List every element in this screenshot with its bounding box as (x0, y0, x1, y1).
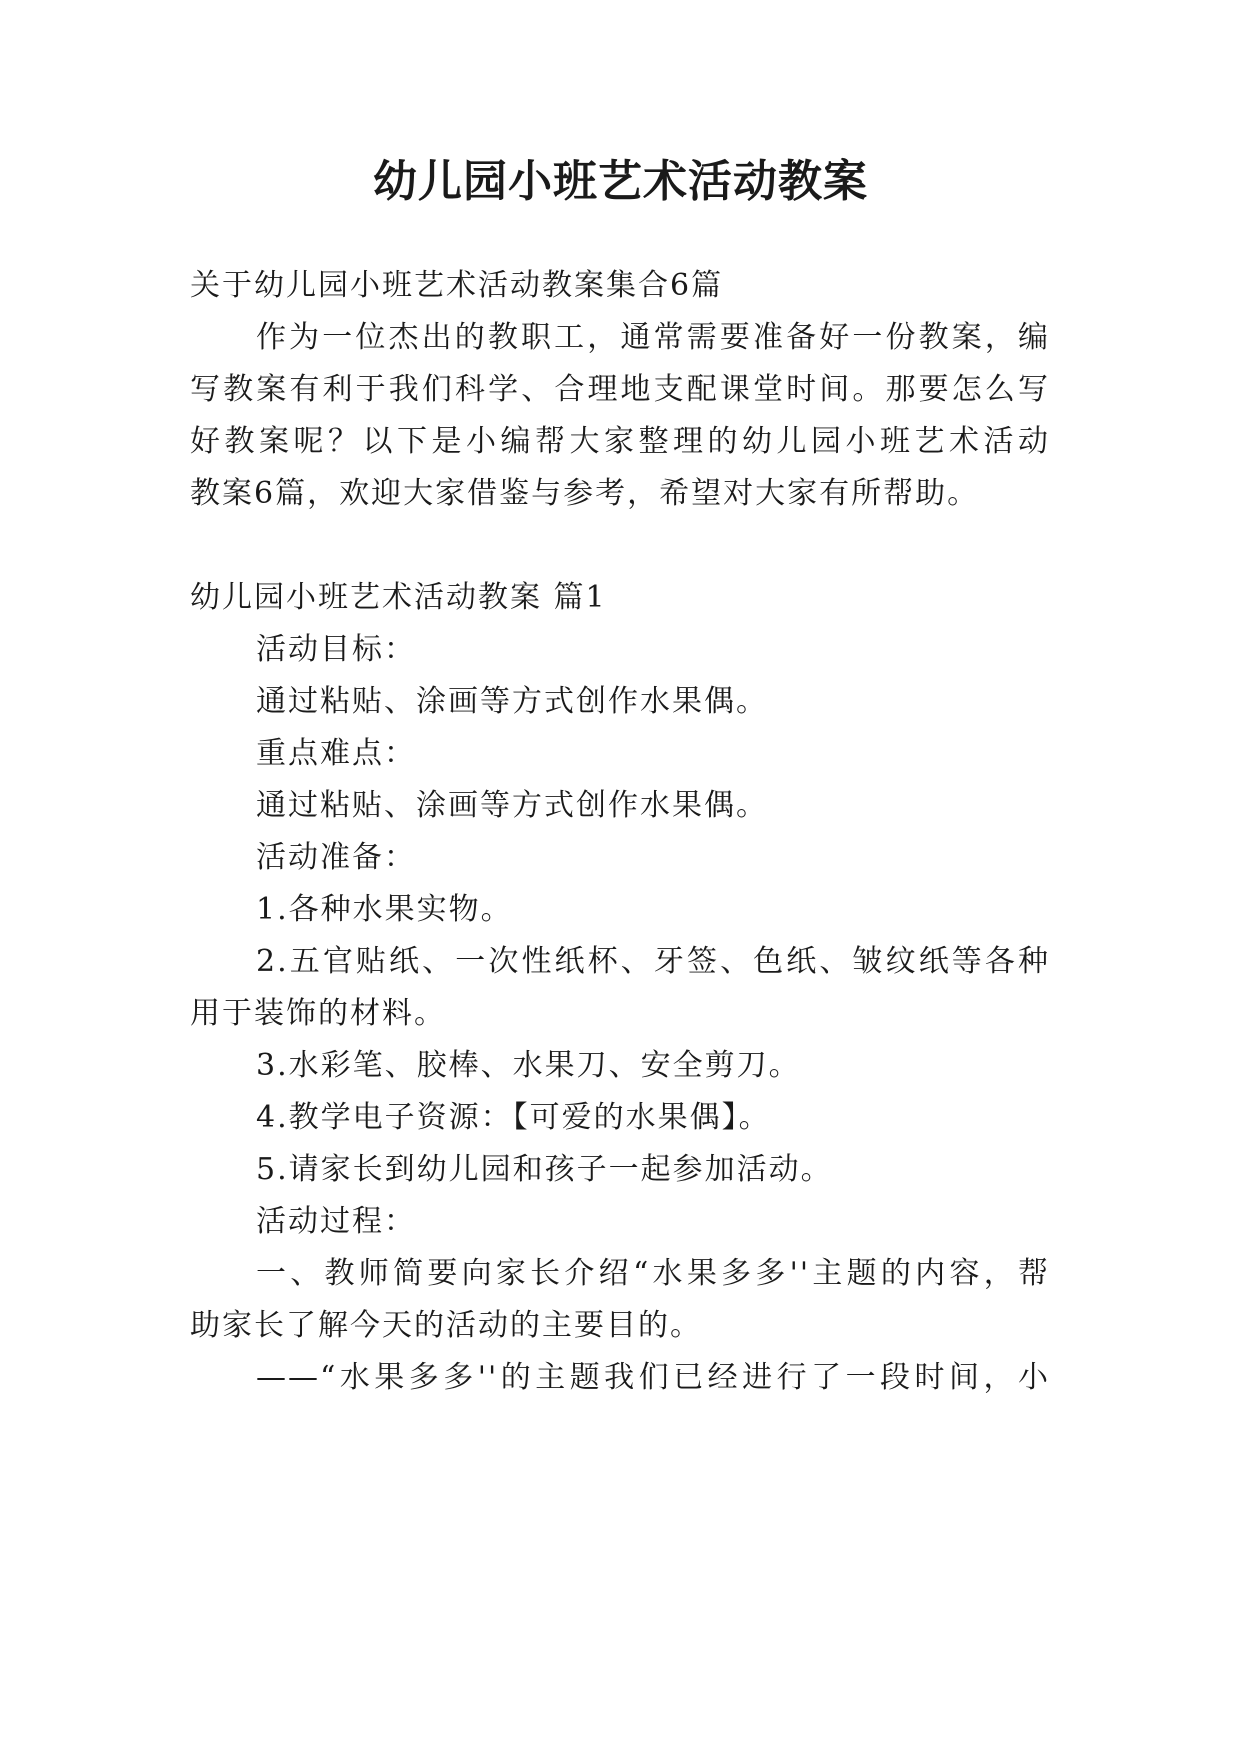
body-line: 重点难点： (256, 736, 416, 771)
body-line: 一、教师简要向家长介绍“水果多多''主题的内容，帮 (256, 1256, 1050, 1291)
document-title: 幼儿园小班艺术活动教案 (373, 156, 868, 207)
body-line: 5.请家长到幼儿园和孩子一起参加活动。 (256, 1152, 833, 1187)
intro-line: 写教案有利于我们科学、合理地支配课堂时间。那要怎么写 (190, 372, 1050, 407)
body-line: 4.教学电子资源：【可爱的水果偶】。 (256, 1100, 771, 1135)
body-line: 2.五官贴纸、一次性纸杯、牙签、色纸、皱纹纸等各种 (256, 944, 1050, 979)
body-line: ——“水果多多''的主题我们已经进行了一段时间，小 (256, 1360, 1050, 1395)
body-line: 1.各种水果实物。 (256, 892, 513, 927)
body-line: 3.水彩笔、胶棒、水果刀、安全剪刀。 (256, 1048, 801, 1083)
body-line: 通过粘贴、涂画等方式创作水果偶。 (256, 788, 768, 823)
section-heading: 幼儿园小班艺术活动教案 篇1 (190, 580, 607, 615)
body-line: 活动过程： (256, 1204, 416, 1239)
intro-line: 教案6篇，欢迎大家借鉴与参考，希望对大家有所帮助。 (190, 476, 980, 511)
body-line: 通过粘贴、涂画等方式创作水果偶。 (256, 684, 768, 719)
body-line: 用于装饰的材料。 (190, 996, 446, 1031)
body-line: 活动准备： (256, 840, 416, 875)
document-subtitle: 关于幼儿园小班艺术活动教案集合6篇 (190, 268, 724, 303)
body-line: 活动目标： (256, 632, 416, 667)
intro-line: 好教案呢？以下是小编帮大家整理的幼儿园小班艺术活动 (190, 424, 1050, 459)
intro-line: 作为一位杰出的教职工，通常需要准备好一份教案，编 (256, 320, 1050, 355)
body-line: 助家长了解今天的活动的主要目的。 (190, 1308, 702, 1343)
